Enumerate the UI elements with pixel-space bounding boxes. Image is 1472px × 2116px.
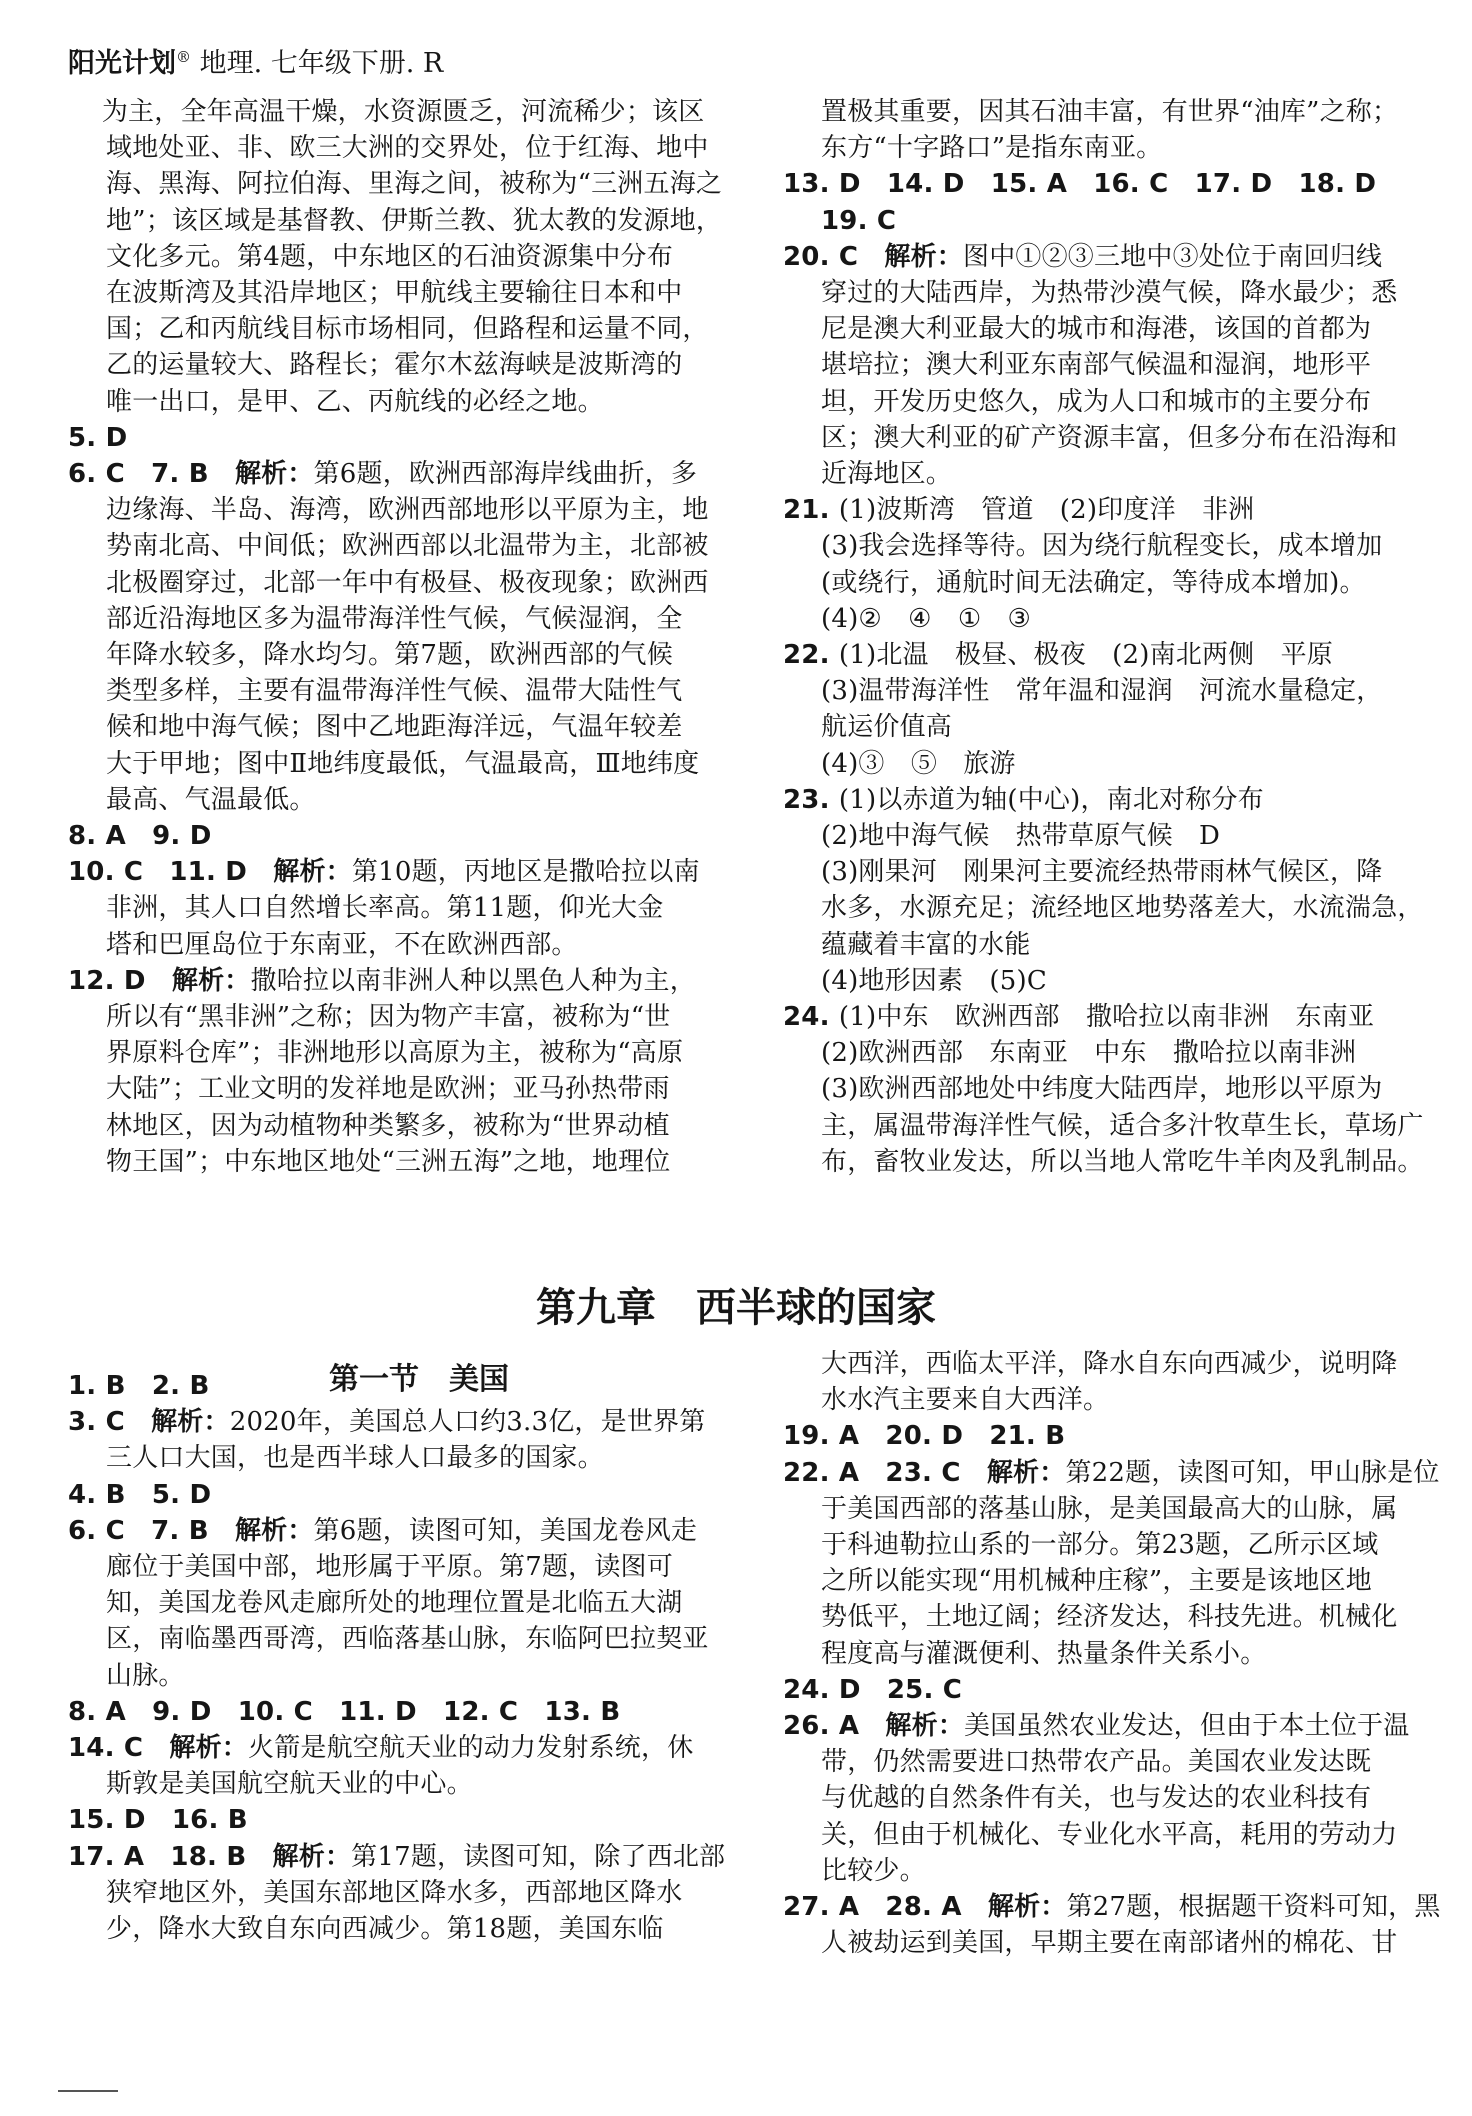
answer-text-line <box>783 709 1448 745</box>
answer-text-line <box>68 1144 770 1180</box>
answer-text: 区，南临墨西哥湾，西临落基山脉，东临阿巴拉契亚 <box>106 1624 709 1655</box>
answer-item <box>783 1708 1448 1744</box>
top-right-column <box>783 94 1448 1180</box>
answer-text: (4)地形因素 (5)C <box>821 965 1047 996</box>
answer-number: 23. <box>783 784 839 815</box>
answer-text: 大陆”；工业文明的发祥地是欧洲；亚马孙热带雨 <box>106 1074 670 1105</box>
answer-text: (1)以赤道为轴(中心)，南北对称分布 <box>838 784 1264 815</box>
answer-text: 乙的运量较大、路程长；霍尔木兹海峡是波斯湾的 <box>106 350 683 381</box>
page-header <box>68 40 443 81</box>
answer-item <box>783 1418 1448 1454</box>
answer-text: 海、黑海、阿拉伯海、里海之间，被称为“三洲五海之 <box>106 169 723 200</box>
answer-item <box>68 818 770 854</box>
answer-number: 19. A 20. D 21. B <box>783 1421 1066 1452</box>
answer-text-line <box>783 1035 1448 1071</box>
answer-text: (或绕行，通航时间无法确定，等待成本增加)。 <box>821 567 1366 598</box>
answer-text-line <box>68 492 770 528</box>
answer-text: 文化多元。第4题，中东地区的石油资源集中分布 <box>106 241 673 272</box>
answer-text: 第10题，丙地区是撒哈拉以南 <box>351 857 700 888</box>
answer-text-line <box>783 1817 1448 1853</box>
answer-text-line <box>68 528 770 564</box>
answer-text-line <box>68 1108 770 1144</box>
answer-text-line <box>783 818 1448 854</box>
registered-mark: ® <box>176 48 191 66</box>
answer-text: 塔和巴厘岛位于东南亚，不在欧洲西部。 <box>106 929 578 960</box>
answer-number: 27. A 28. A 解析： <box>783 1892 1067 1923</box>
answer-number: 24. <box>783 1002 839 1033</box>
answer-text: 界原料仓库”；非洲地形以高原为主，被称为“高原 <box>106 1038 684 1069</box>
answer-text: 与优越的自然条件有关，也与发达的农业科技有 <box>821 1783 1372 1814</box>
answer-number: 5. D <box>68 422 128 453</box>
answer-text: 知，美国龙卷风走廊所处的地理位置是北临五大湖 <box>106 1588 683 1619</box>
answer-text: 尼是澳大利亚最大的城市和海港，该国的首都为 <box>821 314 1372 345</box>
answer-text: 布，畜牧业发达，所以当地人常吃牛羊肉及乳制品。 <box>821 1146 1424 1177</box>
answer-text: 撒哈拉以南非洲人种以黑色人种为主， <box>250 965 696 996</box>
answer-text-line <box>68 637 770 673</box>
answer-text: 比较少。 <box>821 1855 926 1886</box>
answer-text-line <box>783 1527 1448 1563</box>
answer-text-line <box>68 927 770 963</box>
answer-item <box>783 166 1448 238</box>
answer-text: 边缘海、半岛、海湾，欧洲西部地形以平原为主，地 <box>106 495 709 526</box>
answer-text: 东方“十字路口”是指东南亚。 <box>821 133 1163 164</box>
answer-text: 第27题，根据题干资料可知，黑 <box>1066 1892 1441 1923</box>
answer-text: 廊位于美国中部，地形属于平原。第7题，读图可 <box>106 1552 673 1583</box>
answer-text: 水水汽主要来自大西洋。 <box>821 1385 1110 1416</box>
answer-text-line <box>783 528 1448 564</box>
answer-text-line <box>68 890 770 926</box>
answer-item <box>68 1730 770 1766</box>
answer-text: 候和地中海气候；图中乙地距海洋远，气温年较差 <box>106 712 683 743</box>
answer-text: 在波斯湾及其沿岸地区；甲航线主要输往日本和中 <box>106 278 683 309</box>
answer-text-line <box>783 1925 1448 1961</box>
answer-number: 12. D 解析： <box>68 965 251 996</box>
answer-text: 水多，水源充足；流经地区地势落差大，水流湍急， <box>821 893 1424 924</box>
answer-text-line <box>783 275 1448 311</box>
answer-number: 20. C 解析： <box>783 241 963 272</box>
answer-text-line <box>783 565 1448 601</box>
answer-text: 于科迪勒拉山系的一部分。第23题，乙所示区域 <box>821 1530 1379 1561</box>
chapter-title: 第九章 西半球的国家 <box>536 1285 936 1331</box>
answer-item <box>783 1889 1448 1925</box>
answer-text-line <box>783 347 1448 383</box>
answer-text: 第6题，读图可知，美国龙卷风走 <box>313 1515 698 1546</box>
answer-text: 所以有“黑非洲”之称；因为物产丰富，被称为“世 <box>106 1002 671 1033</box>
answer-text: 近海地区。 <box>821 459 953 490</box>
answer-text-line <box>68 1621 770 1657</box>
answer-text-line <box>68 1875 770 1911</box>
answer-text-line <box>68 709 770 745</box>
answer-number: 1. B 2. B <box>68 1371 210 1401</box>
answer-text: 林地区，因为动植物种类繁多，被称为“世界动植 <box>106 1110 670 1141</box>
answer-number: 15. D 16. B <box>68 1805 248 1836</box>
answer-number: 8. A 9. D 10. C 11. D 12. C 13. B <box>68 1696 621 1727</box>
answer-text: (1)中东 欧洲西部 撒哈拉以南非洲 东南亚 <box>838 1002 1375 1033</box>
answer-text: 置极其重要，因其石油丰富，有世界“油库”之称； <box>821 97 1399 127</box>
answer-text: 第6题，欧洲西部海岸线曲折，多 <box>313 459 698 490</box>
answer-text-line <box>783 673 1448 709</box>
answer-text-line <box>68 239 770 275</box>
answer-text-line <box>68 347 770 383</box>
answer-text: 斯敦是美国航空航天业的中心。 <box>106 1769 473 1800</box>
answer-number: 14. C 解析： <box>68 1733 248 1764</box>
answer-text-line <box>68 1071 770 1107</box>
answer-text: (4)③ ⑤ 旅游 <box>821 748 1016 779</box>
answer-text: 蕴藏着丰富的水能 <box>821 929 1031 960</box>
answer-text-line <box>783 456 1448 492</box>
answer-item <box>783 637 1448 673</box>
answer-text: 美国虽然农业发达，但由于本土位于温 <box>964 1711 1410 1742</box>
answer-text-line <box>783 890 1448 926</box>
answer-number: 6. C 7. B 解析： <box>68 459 314 490</box>
answer-item <box>783 782 1448 818</box>
answer-item <box>68 963 770 999</box>
answer-text-line <box>783 1780 1448 1816</box>
brand-name: 阳光计划 <box>68 48 176 79</box>
top-left-column <box>68 94 770 1180</box>
answer-number: 8. A 9. D <box>68 821 212 852</box>
answer-text-line <box>783 963 1448 999</box>
answer-text-line <box>68 565 770 601</box>
answer-item <box>68 1802 770 1838</box>
answer-text: (2)欧洲西部 东南亚 中东 撒哈拉以南非洲 <box>821 1038 1357 1069</box>
answer-number: 3. C 解析： <box>68 1407 230 1438</box>
answer-text-line <box>68 782 770 818</box>
answer-number: 22. <box>783 640 839 671</box>
answer-number: 10. C 11. D 解析： <box>68 857 352 888</box>
answer-text: 最高、气温最低。 <box>106 784 316 815</box>
answer-text: 物王国”；中东地区地处“三洲五海”之地，地理位 <box>106 1146 671 1177</box>
answer-text-line <box>783 1071 1448 1107</box>
book-subject: 地理. 七年级下册. R <box>191 48 444 79</box>
answer-text-line <box>68 1440 770 1476</box>
answer-text-line <box>68 673 770 709</box>
answer-text-line <box>68 1911 770 1947</box>
answer-text-line <box>68 311 770 347</box>
answer-item <box>783 492 1448 528</box>
answer-text-line <box>68 94 770 130</box>
answer-text: 地”；该区域是基督教、伊斯兰教、犹太教的发源地， <box>106 205 723 236</box>
answer-text: 主，属温带海洋性气候，适合多汁牧草生长，草场广 <box>821 1110 1424 1141</box>
answer-text: 三人口大国，也是西半球人口最多的国家。 <box>106 1443 604 1474</box>
answer-text: 之所以能实现“用机械种庄稼”，主要是该地区地 <box>821 1566 1372 1597</box>
answer-text-line <box>783 1382 1448 1418</box>
corner-mark <box>58 2090 118 2100</box>
answer-number: 17. A 18. B 解析： <box>68 1841 352 1872</box>
answer-text: 图中①②③三地中③处位于南回归线 <box>963 241 1383 272</box>
answer-text: 少，降水大致自东向西减少。第18题，美国东临 <box>106 1914 664 1945</box>
answer-number: 22. A 23. C 解析： <box>783 1457 1066 1488</box>
answer-text: (3)刚果河 刚果河主要流经热带雨林气候区，降 <box>821 857 1383 888</box>
answer-text-line <box>783 1346 1448 1382</box>
answer-number: 13. D 14. D 15. A 16. C 17. D 18. D 19. C <box>783 169 1403 236</box>
answer-text: 山脉。 <box>106 1660 185 1691</box>
answer-text: 势低平，土地辽阔；经济发达，科技先进。机械化 <box>821 1602 1398 1633</box>
answer-text-line <box>783 746 1448 782</box>
answer-text-line <box>783 1144 1448 1180</box>
answer-text: 域地处亚、非、欧三大洲的交界处，位于红海、地中 <box>106 133 709 164</box>
answer-text-line <box>783 854 1448 890</box>
answer-text-line <box>68 1766 770 1802</box>
answer-number: 4. B 5. D <box>68 1479 212 1510</box>
bottom-left-column <box>68 1368 770 1947</box>
answer-text-line <box>68 1035 770 1071</box>
answer-item <box>783 1672 1448 1708</box>
answer-text: 火箭是航空航天业的动力发射系统，休 <box>248 1733 694 1764</box>
answer-text: 堪培拉；澳大利亚东南部气候温和湿润，地形平 <box>821 350 1372 381</box>
answer-item <box>783 239 1448 275</box>
answer-text-line <box>68 1585 770 1621</box>
answer-text: 人被劫运到美国，早期主要在南部诸州的棉花、甘 <box>821 1928 1398 1959</box>
answer-text-line <box>783 927 1448 963</box>
answer-number: 24. D 25. C <box>783 1674 963 1705</box>
answer-item <box>68 1839 770 1875</box>
answer-item <box>68 1477 770 1513</box>
answer-text: 类型多样，主要有温带海洋性气候、温带大陆性气 <box>106 676 683 707</box>
answer-text-line <box>783 1744 1448 1780</box>
answer-text-line <box>68 130 770 166</box>
answer-text-line <box>68 999 770 1035</box>
answer-text: 唯一出口，是甲、乙、丙航线的必经之地。 <box>106 386 604 417</box>
answer-text: 非洲，其人口自然增长率高。第11题，仰光大金 <box>106 893 664 924</box>
answer-item <box>68 1694 770 1730</box>
answer-text-line <box>783 1636 1448 1672</box>
answer-text-line <box>783 1108 1448 1144</box>
answer-item <box>783 1455 1448 1491</box>
answer-text-line <box>783 311 1448 347</box>
bottom-right-column <box>783 1346 1448 1961</box>
answer-text: (3)我会选择等待。因为绕行航程变长，成本增加 <box>821 531 1383 562</box>
answer-text: 带，仍然需要进口热带农产品。美国农业发达既 <box>821 1747 1372 1778</box>
answer-text: 坦，开发历史悠久，成为人口和城市的主要分布 <box>821 386 1372 417</box>
answer-text-line <box>783 130 1448 166</box>
answer-text: 航运价值高 <box>821 712 953 743</box>
answer-text-line <box>68 384 770 420</box>
answer-text-line <box>68 746 770 782</box>
answer-text: 大于甲地；图中Ⅱ地纬度最低，气温最高，Ⅲ地纬度 <box>106 748 700 779</box>
answer-text: 第22题，读图可知，甲山脉是位 <box>1065 1457 1440 1488</box>
answer-item <box>68 1368 770 1404</box>
answer-text-line <box>68 601 770 637</box>
answer-text-line <box>783 1491 1448 1527</box>
answer-text: (3)温带海洋性 常年温和湿润 河流水量稳定， <box>821 676 1383 707</box>
answer-text-line <box>68 1549 770 1585</box>
answer-text-line <box>68 203 770 239</box>
answer-text: (1)北温 极昼、极夜 (2)南北两侧 平原 <box>838 640 1333 671</box>
answer-text: 2020年，美国总人口约3.3亿，是世界第 <box>229 1407 706 1438</box>
answer-text: 程度高与灌溉便利、热量条件关系小。 <box>821 1638 1267 1669</box>
answer-text: 第17题，读图可知，除了西北部 <box>351 1841 726 1872</box>
answer-text: 部近沿海地区多为温带海洋性气候，气候湿润，全 <box>106 603 683 634</box>
answer-text-line <box>68 166 770 202</box>
answer-text: (2)地中海气候 热带草原气候 D <box>821 821 1221 852</box>
answer-text-line <box>783 1853 1448 1889</box>
answer-text: 区；澳大利亚的矿产资源丰富，但多分布在沿海和 <box>821 422 1398 453</box>
answer-text: 势南北高、中间低；欧洲西部以北温带为主，北部被 <box>106 531 709 562</box>
answer-item <box>783 999 1448 1035</box>
answer-number: 21. <box>783 495 839 526</box>
answer-item <box>68 1513 770 1549</box>
answer-text: 穿过的大陆西岸，为热带沙漠气候，降水最少；悉 <box>821 278 1398 309</box>
answer-text-line <box>783 1563 1448 1599</box>
answer-text: (1)波斯湾 管道 (2)印度洋 非洲 <box>838 495 1255 526</box>
answer-text: 于美国西部的落基山脉，是美国最高大的山脉，属 <box>821 1493 1398 1524</box>
answer-text-line <box>68 275 770 311</box>
answer-number: 6. C 7. B 解析： <box>68 1515 314 1546</box>
answer-text-line <box>783 420 1448 456</box>
answer-text-line <box>68 1658 770 1694</box>
answer-item <box>68 1404 770 1440</box>
answer-text-line <box>783 384 1448 420</box>
answer-item <box>68 854 770 890</box>
answer-text: 为主，全年高温干燥，水资源匮乏，河流稀少；该区 <box>68 97 705 127</box>
answer-number: 26. A 解析： <box>783 1711 965 1742</box>
answer-text: 国；乙和丙航线目标市场相同，但路程和运量不同， <box>106 314 709 345</box>
answer-text: 大西洋，西临太平洋，降水自东向西减少，说明降 <box>821 1349 1398 1379</box>
answer-item <box>68 420 770 456</box>
answer-text: (3)欧洲西部地处中纬度大陆西岸，地形以平原为 <box>821 1074 1383 1105</box>
answer-text: 狭窄地区外，美国东部地区降水多，西部地区降水 <box>106 1877 683 1908</box>
answer-text: 年降水较多，降水均匀。第7题，欧洲西部的气候 <box>106 640 673 671</box>
answer-text: (4)② ④ ① ③ <box>821 603 1032 634</box>
answer-text: 北极圈穿过，北部一年中有极昼、极夜现象；欧洲西 <box>106 567 709 598</box>
answer-text-line <box>783 1599 1448 1635</box>
answer-text-line <box>783 601 1448 637</box>
answer-text-line <box>783 94 1448 130</box>
answer-item <box>68 456 770 492</box>
answer-text: 关，但由于机械化、专业化水平高，耗用的劳动力 <box>821 1819 1398 1850</box>
section-title: 第一节 美国 <box>329 1362 509 1397</box>
